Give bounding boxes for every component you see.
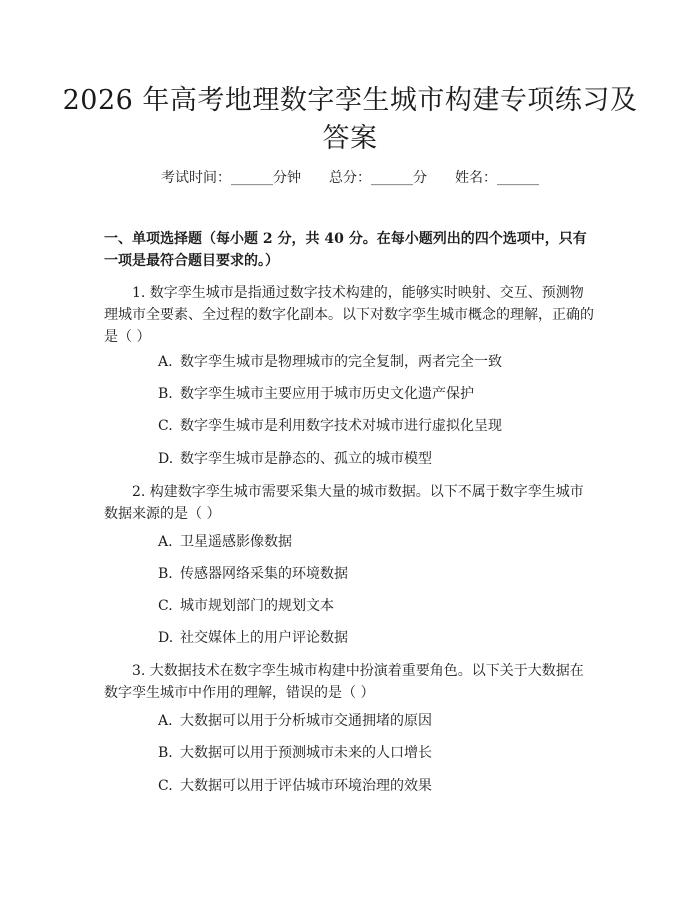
option-letter: A.: [158, 534, 173, 550]
option-text: 数字孪生城市是利用数字技术对城市进行虚拟化呈现: [180, 418, 502, 434]
option-text: 数字孪生城市是物理城市的完全复制，两者完全一致: [180, 354, 502, 370]
option-item: [158, 384, 598, 404]
option-text: 社交媒体上的用户评论数据: [180, 630, 348, 646]
option-letter: B.: [158, 745, 173, 761]
option-item: [158, 532, 598, 552]
option-text: 数字孪生城市是静态的、孤立的城市模型: [180, 451, 432, 467]
option-item: [158, 776, 598, 796]
option-letter: C.: [158, 418, 173, 434]
option-item: [158, 743, 598, 763]
option-text: 大数据可以用于分析城市交通拥堵的原因: [180, 713, 432, 729]
document-title: 2026 年高考地理数字孪生城市构建专项练习及答案: [62, 85, 638, 154]
option-item: [158, 416, 598, 436]
option-letter: D.: [158, 451, 174, 467]
option-item: [158, 564, 598, 584]
option-item: [158, 352, 598, 372]
option-letter: B.: [158, 566, 173, 582]
option-item: [158, 596, 598, 616]
option-text: 传感器网络采集的环境数据: [180, 566, 348, 582]
question-stem: 1. 数字孪生城市是指通过数字技术构建的，能够实时映射、交互、预测物理城市全要素、全过程的数字化副本。以下对数字孪生城市概念的理解，正确的是（ ）: [104, 285, 594, 345]
option-letter: C.: [158, 598, 173, 614]
option-text: 城市规划部门的规划文本: [180, 598, 334, 614]
option-letter: D.: [158, 630, 174, 646]
exam-total-score: 总分：______分: [329, 170, 427, 186]
option-letter: A.: [158, 354, 173, 370]
option-item: [158, 628, 598, 648]
section-heading: 一、单项选择题（每小题 2 分，共 40 分。在每小题列出的四个选项中，只有一项是最符合题目要求的。）: [104, 231, 587, 269]
option-text: 数字孪生城市主要应用于城市历史文化遗产保护: [180, 386, 474, 402]
exam-meta: [0, 168, 700, 188]
student-name: 姓名：______: [455, 170, 539, 186]
question-stem: 2. 构建数字孪生城市需要采集大量的城市数据。以下不属于数字孪生城市数据来源的是（ ）: [104, 484, 584, 522]
option-text: 大数据可以用于预测城市未来的人口增长: [180, 745, 432, 761]
question-stem: 3. 大数据技术在数字孪生城市构建中扮演着重要角色。以下关于大数据在数字孪生城市中作用的理解，错误的是（ ）: [104, 663, 584, 701]
option-letter: B.: [158, 386, 173, 402]
exam-time: 考试时间：______分钟: [161, 170, 301, 186]
option-text: 大数据可以用于评估城市环境治理的效果: [180, 778, 432, 794]
option-text: 卫星遥感影像数据: [180, 534, 292, 550]
option-letter: C.: [158, 778, 173, 794]
option-item: [158, 711, 598, 731]
option-item: [158, 449, 598, 469]
option-letter: A.: [158, 713, 173, 729]
